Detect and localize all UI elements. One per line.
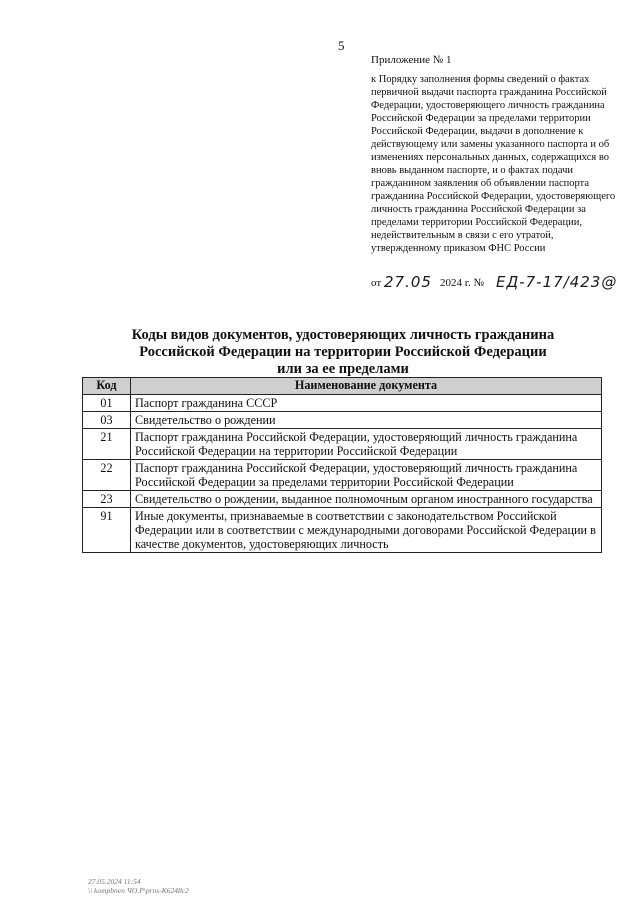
row-code: 22 (83, 460, 131, 491)
table-row (83, 491, 602, 508)
row-code: 23 (83, 491, 131, 508)
row-code: 91 (83, 508, 131, 553)
title-line-3: или за ее пределами (277, 361, 409, 377)
header-code: Код (83, 378, 131, 395)
document-title (80, 327, 606, 378)
codes-table (82, 377, 602, 553)
table-row (83, 460, 602, 491)
order-prefix: от (371, 277, 382, 289)
row-name: Паспорт гражданина СССР (131, 395, 602, 412)
order-date-handwritten: 27.05 (384, 273, 432, 291)
row-name: Паспорт гражданина Российской Федерации, удостоверяющий личность гражданина Российской Федерации на территории Российской Федерации (131, 429, 602, 460)
table-row (83, 412, 602, 429)
row-name: Свидетельство о рождении, выданное полномочным органом иностранного государства (131, 491, 602, 508)
appendix-title: Приложение № 1 (371, 54, 452, 66)
table-row (83, 508, 602, 553)
order-year: 2024 г. № (440, 277, 485, 289)
row-name: Свидетельство о рождении (131, 412, 602, 429)
order-number-handwritten: ЕД-7-17/423@ (496, 273, 618, 291)
footer-print-info (88, 877, 189, 895)
page-number: 5 (338, 38, 345, 53)
appendix-text: к Порядку заполнения формы сведений о фактах первичной выдачи паспорта гражданина Российской Федерации, удостоверяющего личность гражданина Российской Федерации за пределами территории Российской Федерации, выдачи в дополнение к действующему или замены указанного паспорта и об изменениях персональных данных, содержащихся во вновь выданном паспорте, и о фактах подачи гражданином заявления об объявлении паспорта гражданина Российской Федерации, удостоверяющего личность гражданина Российской Федерации за пределами территории Российской Федерации, недействительным в связи с его утратой, утвержденному приказом ФНС России (371, 74, 616, 254)
row-code: 03 (83, 412, 131, 429)
row-name: Иные документы, признаваемые в соответствии с законодательством Российской Федерации или в соответствии с международными договорами Российской Федерации в качестве документов, удостоверяющих личность (131, 508, 602, 553)
table-row (83, 429, 602, 460)
appendix-block (371, 54, 621, 255)
footer-line-2: \\ kompbnen ЧО.Р\prns-K6248c2 (88, 886, 189, 895)
footer-line-1: 27.05.2024 11:54 (88, 877, 141, 886)
title-line-2: Российской Федерации на территории Российской Федерации (139, 344, 547, 360)
row-code: 01 (83, 395, 131, 412)
header-name: Наименование документа (131, 378, 602, 395)
title-line-1: Коды видов документов, удостоверяющих личность гражданина (131, 327, 555, 343)
table-row (83, 395, 602, 412)
order-line (371, 273, 621, 295)
row-name: Паспорт гражданина Российской Федерации, удостоверяющий личность гражданина Российской Федерации за пределами территории Российской Федерации (131, 460, 602, 491)
row-code: 21 (83, 429, 131, 460)
table-header-row (83, 378, 602, 395)
